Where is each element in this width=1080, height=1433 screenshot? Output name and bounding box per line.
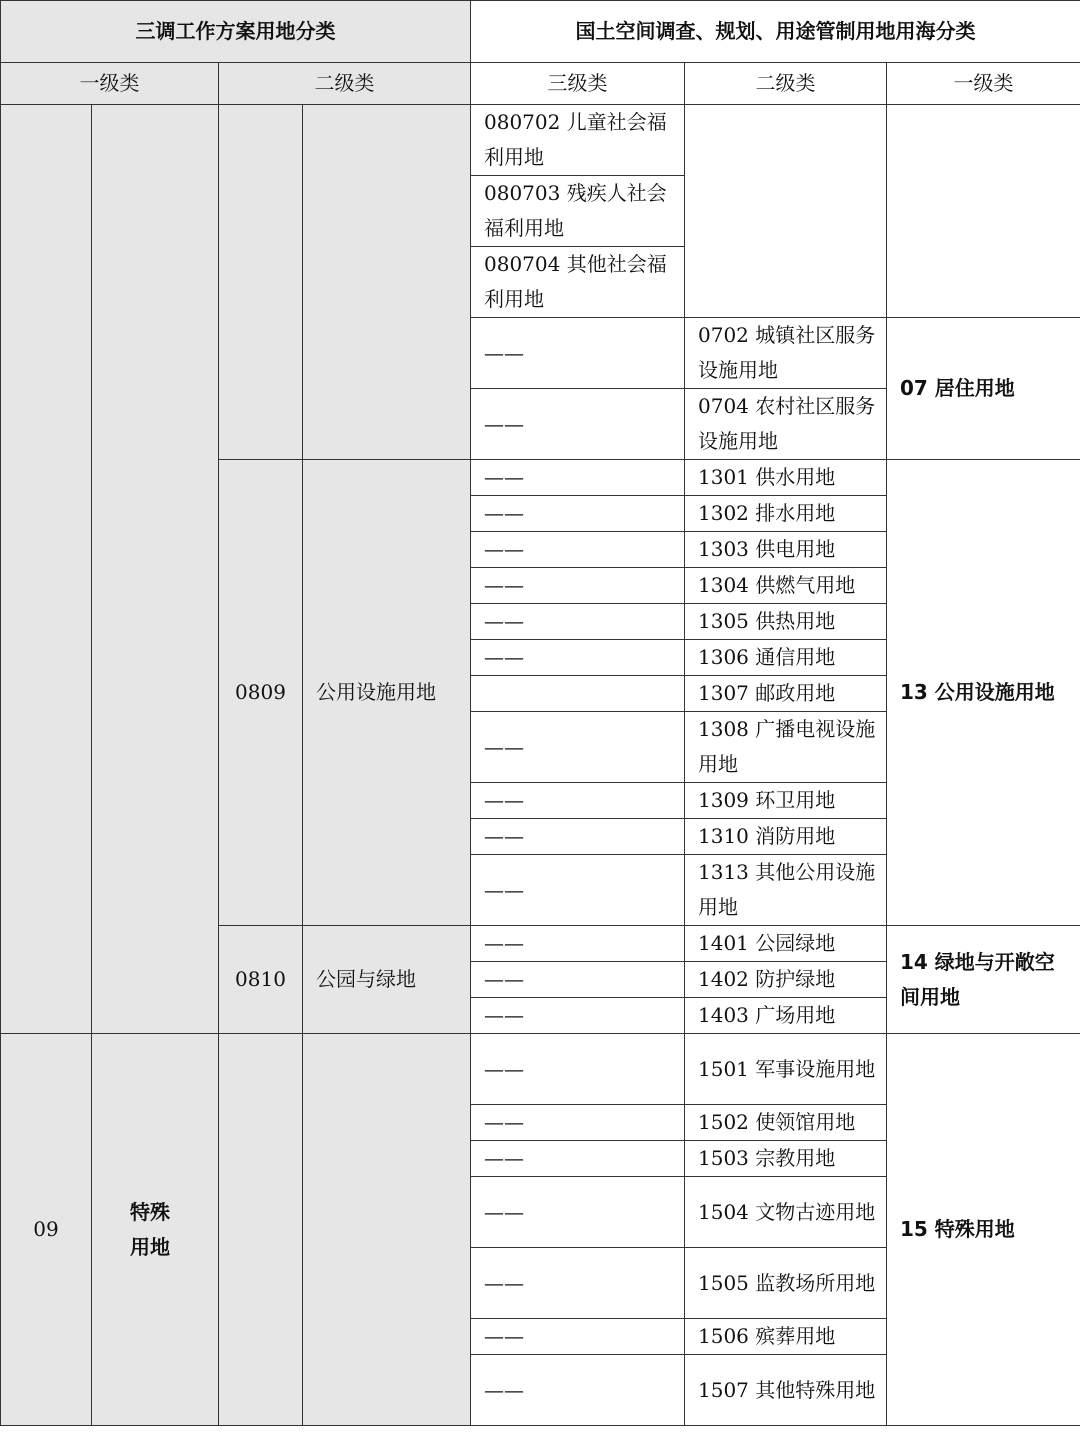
col-header-right-level2: 二级类: [685, 63, 887, 105]
level1-name-special: [92, 1034, 219, 1426]
table-row-level2: 1501 军事设施用地: [685, 1034, 887, 1105]
right-section-header: 国土空间调查、规划、用途管制用地用海分类: [471, 1, 1080, 63]
dash-cell: ——: [471, 962, 685, 998]
table-row-level2: 0704 农村社区服务设施用地: [685, 389, 887, 460]
level1-name-special-text: 特殊用地: [130, 1199, 170, 1259]
dash-cell: ——: [471, 1141, 685, 1177]
dash-cell: ——: [471, 568, 685, 604]
dash-cell: ——: [471, 640, 685, 676]
dash-cell: ——: [471, 1355, 685, 1426]
table-row-level3: 080704 其他社会福利用地: [471, 247, 685, 318]
left-level1-name-cell: [92, 105, 219, 1034]
empty-level2-name-cell: [303, 1034, 471, 1426]
left-section-header: 三调工作方案用地分类: [1, 1, 471, 63]
dash-cell: ——: [471, 1105, 685, 1141]
table-row-level2: 1305 供热用地: [685, 604, 887, 640]
dash-cell: ——: [471, 819, 685, 855]
table-row-level2: 1504 文物古迹用地: [685, 1177, 887, 1248]
empty-level3-cell: [471, 676, 685, 712]
empty-level2-cell: [685, 105, 887, 318]
dash-cell: ——: [471, 318, 685, 389]
table-row-level2: 1302 排水用地: [685, 496, 887, 532]
table-row-level2: 1301 供水用地: [685, 460, 887, 496]
col-header-left-level2: 二级类: [219, 63, 471, 105]
dash-cell: ——: [471, 783, 685, 819]
dash-cell: ——: [471, 604, 685, 640]
level1-public-utilities: 13 公用设施用地: [887, 460, 1080, 926]
table-row-level2: 0702 城镇社区服务设施用地: [685, 318, 887, 389]
dash-cell: ——: [471, 712, 685, 783]
table-row-level2: 1503 宗教用地: [685, 1141, 887, 1177]
dash-cell: ——: [471, 926, 685, 962]
table-row-level2: 1502 使领馆用地: [685, 1105, 887, 1141]
left-level2-code-cell: [219, 105, 303, 460]
table-row-level2: 1310 消防用地: [685, 819, 887, 855]
table-row-level2: 1401 公园绿地: [685, 926, 887, 962]
dash-cell: ——: [471, 496, 685, 532]
table-row-level2: 1313 其他公用设施用地: [685, 855, 887, 926]
table-row-level2: 1507 其他特殊用地: [685, 1355, 887, 1426]
table-row-level2: 1306 通信用地: [685, 640, 887, 676]
dash-cell: ——: [471, 532, 685, 568]
table-row-level3: 080703 残疾人社会福利用地: [471, 176, 685, 247]
table-row-level2: 1304 供燃气用地: [685, 568, 887, 604]
table-row-level2: 1309 环卫用地: [685, 783, 887, 819]
dash-cell: ——: [471, 1034, 685, 1105]
col-header-left-level1: 一级类: [1, 63, 219, 105]
level2-name-0809: 公用设施用地: [303, 460, 471, 926]
empty-level1-cell: [887, 105, 1080, 318]
table-row-level2: 1505 监教场所用地: [685, 1248, 887, 1319]
level1-special-land: 15 特殊用地: [887, 1034, 1080, 1426]
dash-cell: ——: [471, 389, 685, 460]
left-level2-name-cell: [303, 105, 471, 460]
dash-cell: ——: [471, 998, 685, 1034]
level1-residential: 07 居住用地: [887, 318, 1080, 460]
table-row-level2: 1303 供电用地: [685, 532, 887, 568]
table-row-level3: 080702 儿童社会福利用地: [471, 105, 685, 176]
table-row-level2: 1307 邮政用地: [685, 676, 887, 712]
dash-cell: ——: [471, 1319, 685, 1355]
dash-cell: ——: [471, 1248, 685, 1319]
col-header-right-level3: 三级类: [471, 63, 685, 105]
table-row-level2: 1402 防护绿地: [685, 962, 887, 998]
level2-code-0810: 0810: [219, 926, 303, 1034]
level2-code-0809: 0809: [219, 460, 303, 926]
col-header-right-level1: 一级类: [887, 63, 1080, 105]
empty-level2-code-cell: [219, 1034, 303, 1426]
level2-name-0810: 公园与绿地: [303, 926, 471, 1034]
level1-green-space: 14 绿地与开敞空间用地: [887, 926, 1080, 1034]
left-level1-code-cell: [1, 105, 92, 1034]
dash-cell: ——: [471, 1177, 685, 1248]
level1-code-09: 09: [1, 1034, 92, 1426]
dash-cell: ——: [471, 460, 685, 496]
table-row-level2: 1403 广场用地: [685, 998, 887, 1034]
table-row-level2: 1308 广播电视设施用地: [685, 712, 887, 783]
dash-cell: ——: [471, 855, 685, 926]
table-row-level2: 1506 殡葬用地: [685, 1319, 887, 1355]
